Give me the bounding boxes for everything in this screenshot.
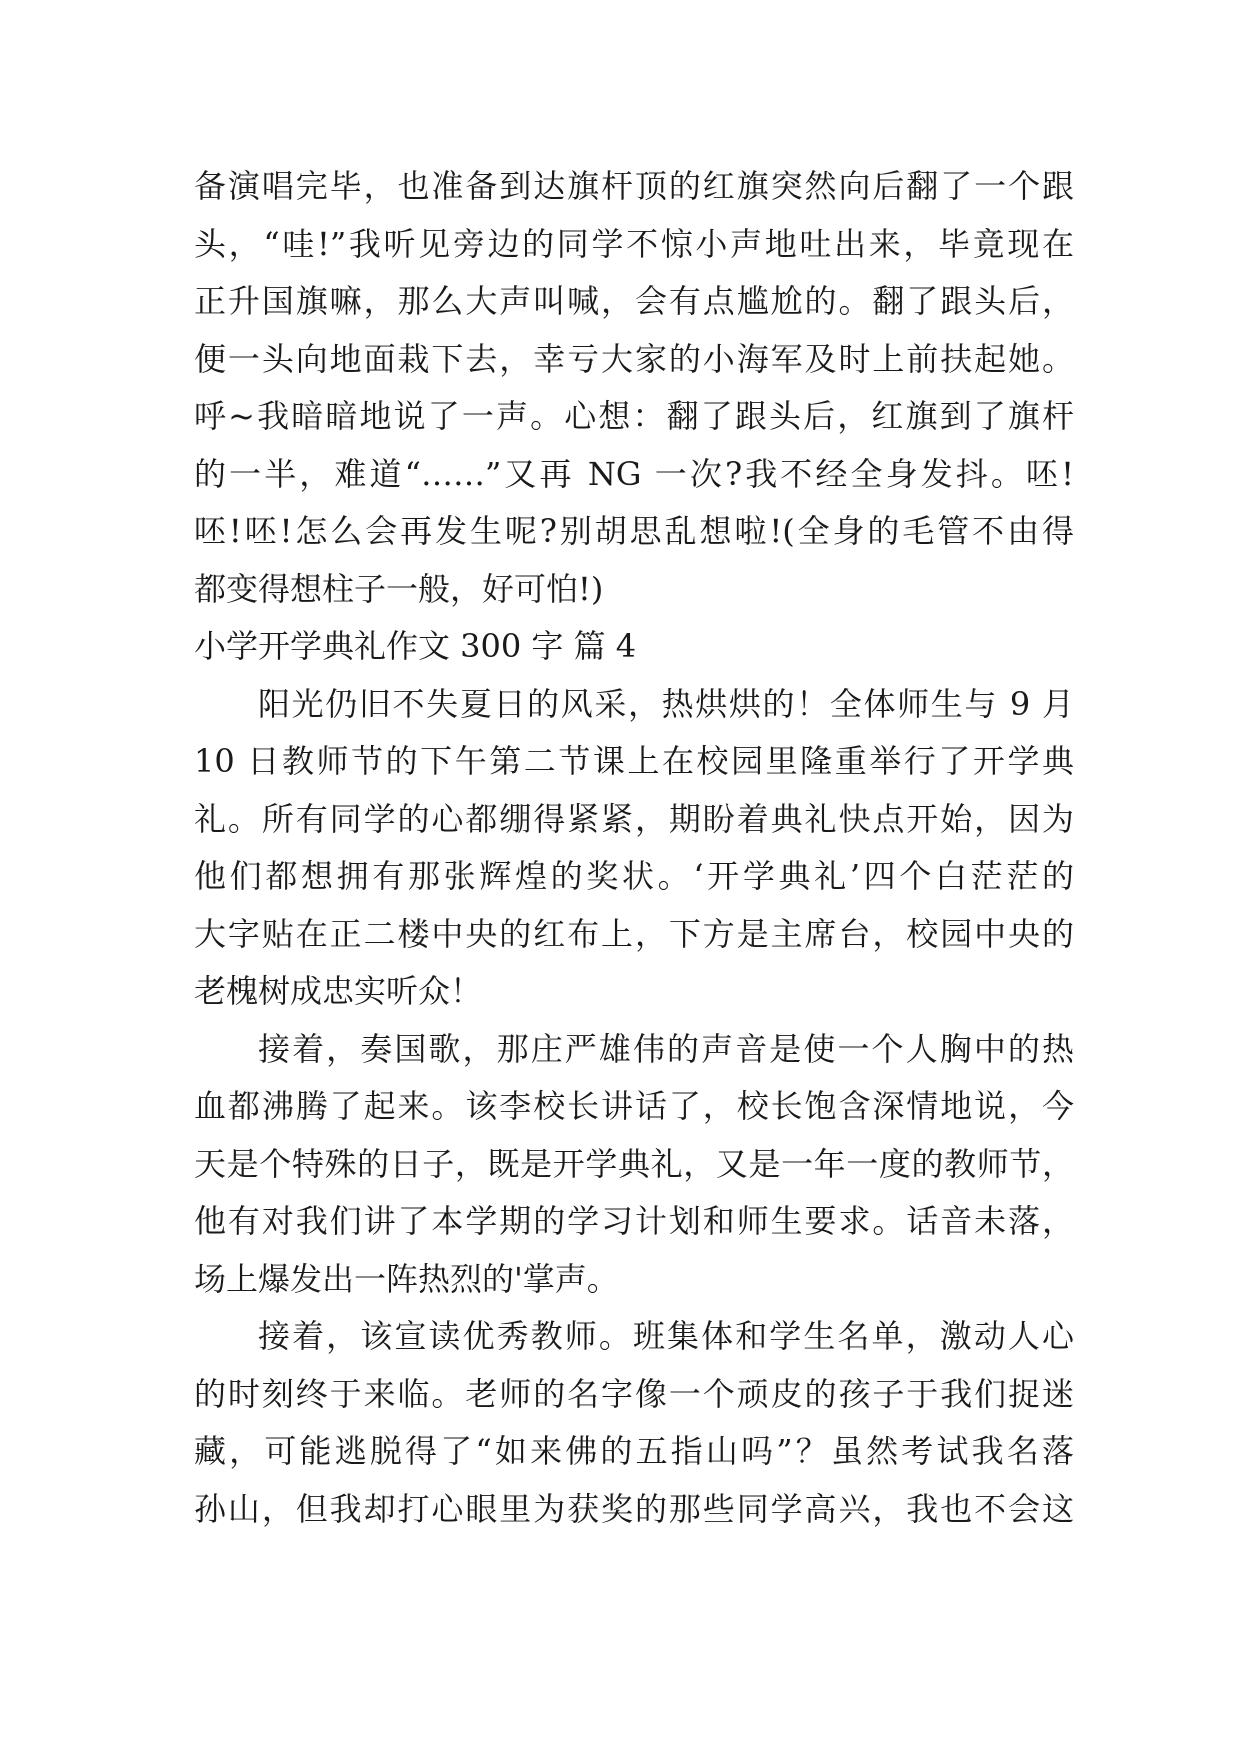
essay-body [194,158,1074,1538]
text-line: 孙山，但我却打心眼里为获奖的那些同学高兴，我也不会这 [194,1489,1074,1528]
text-line: 便一头向地面栽下去，幸亏大家的小海军及时上前扶起她。 [194,339,1074,378]
text-line: 天是个特殊的日子，既是开学典礼，又是一年一度的教师节， [194,1144,1074,1183]
text-line: 接着，该宣读优秀教师。班集体和学生名单，激动人心 [258,1317,1074,1355]
text-line: 正升国旗嘛，那么大声叫喊，会有点尴尬的。翻了跟头后， [194,282,1074,320]
text-line: 他有对我们讲了本学期的学习计划和师生要求。话音未落， [194,1202,1074,1240]
text-line: 他们都想拥有那张辉煌的奖状。‘开学典礼’四个白茫茫的 [194,857,1074,895]
text-line: 老槐树成忠实听众！ [194,972,483,1010]
text-line: 都变得想柱子一般，好可怕!) [194,569,604,608]
paragraph-2 [194,1021,1074,1309]
text-line: 接着，奏国歌，那庄严雄伟的声音是使一个人胸中的热 [258,1029,1074,1068]
text-line: 礼。所有同学的心都绷得紧紧，期盼着典礼快点开始，因为 [194,799,1074,838]
paragraph-3 [194,1308,1074,1538]
paragraph-continued [194,158,1074,618]
text-line: 血都沸腾了起来。该李校长讲话了，校长饱含深情地说，今 [194,1087,1074,1125]
section-heading: 小学开学典礼作文 300 字 篇 4 [194,627,637,665]
text-line: 的一半，难道“……”又再 NG 一次?我不经全身发抖。呸! [194,454,1074,493]
text-line: 备演唱完毕，也准备到达旗杆顶的红旗突然向后翻了一个跟 [194,167,1074,205]
text-line: 阳光仍旧不失夏日的风采，热烘烘的！全体师生与 9 月 [258,684,1074,723]
text-line: 大字贴在正二楼中央的红布上，下方是主席台，校园中央的 [194,914,1074,953]
text-line: 呸!呸!怎么会再发生呢?别胡思乱想啦!(全身的毛管不由得 [194,512,1074,550]
text-line: 呼~我暗暗地说了一声。心想：翻了跟头后，红旗到了旗杆 [194,397,1074,435]
text-line: 头，“哇!”我听见旁边的同学不惊小声地吐出来，毕竟现在 [194,224,1074,263]
text-line: 的时刻终于来临。老师的名字像一个顽皮的孩子于我们捉迷 [194,1374,1074,1413]
text-line: 10 日教师节的下午第二节课上在校园里隆重举行了开学典 [194,742,1074,780]
text-line: 藏，可能逃脱得了“如来佛的五指山吗”？虽然考试我名落 [194,1432,1074,1470]
text-line: 场上爆发出一阵热烈的'掌声。 [194,1259,619,1298]
paragraph-1 [194,676,1074,1021]
